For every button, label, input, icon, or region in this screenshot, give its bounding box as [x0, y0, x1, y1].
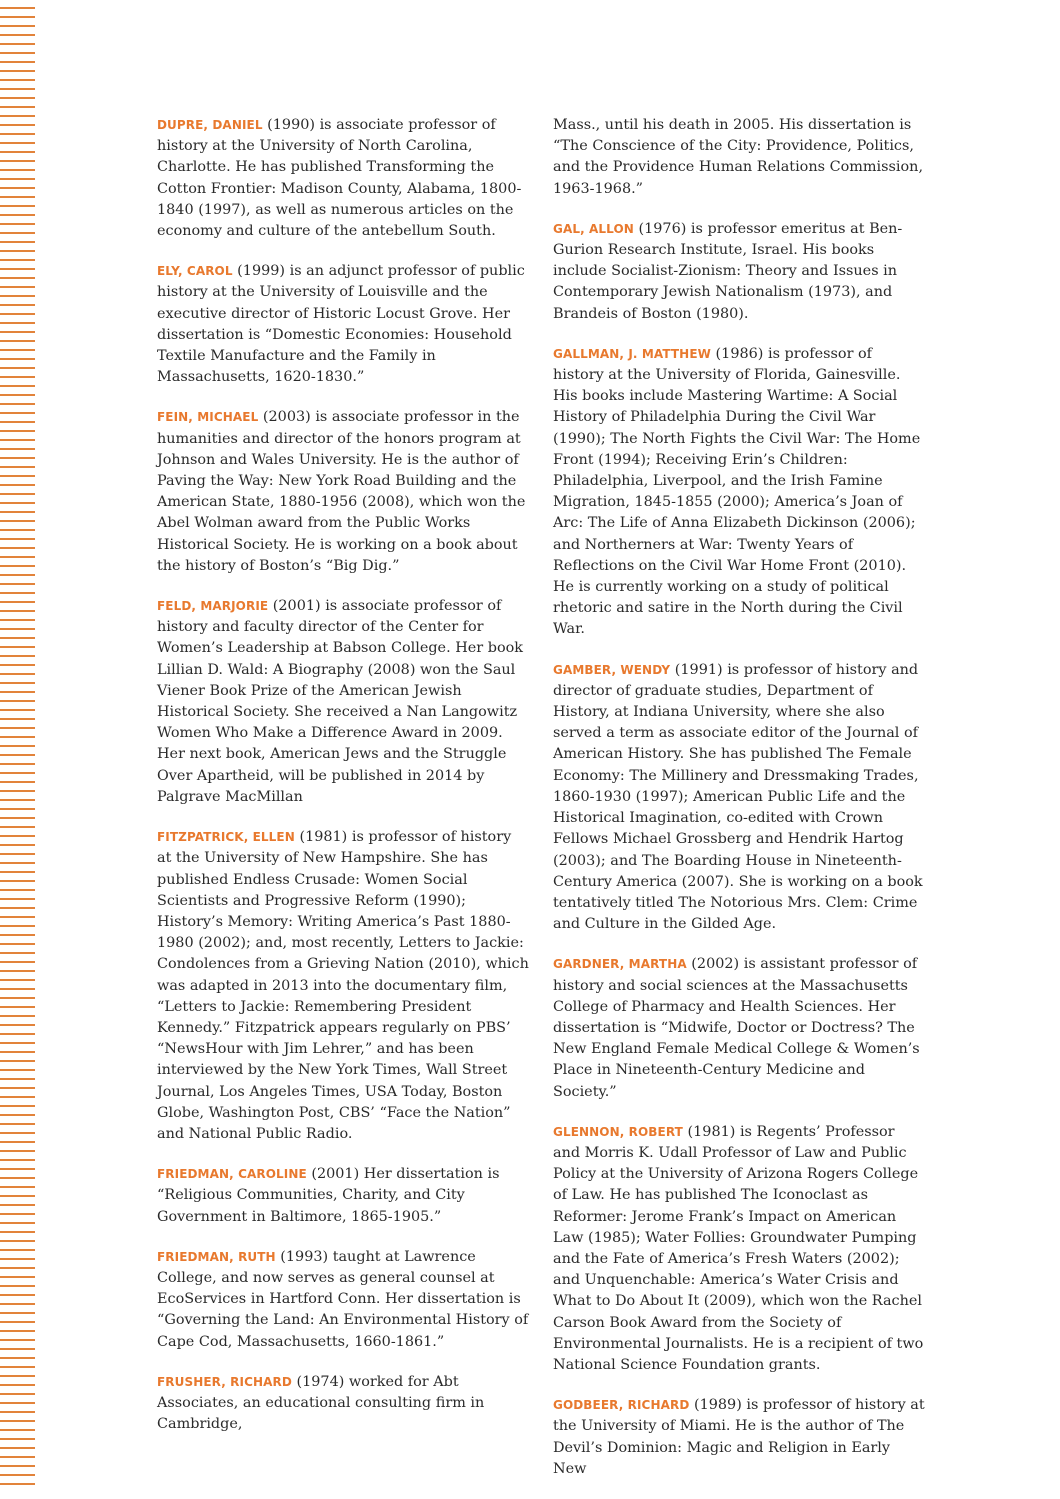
left-column	[157, 115, 529, 1454]
bio-entry-continuation	[553, 115, 925, 200]
entry-name: FEIN, MICHAEL	[157, 410, 259, 425]
entry-text: (2001) is associate professor of history and faculty director of the Center for Women’s Leadership at Babson College. Her book Lillian D. Wald: A Biography (2008) won the Saul Viener Book Prize of the American Jewish Historical Society. She received a Nan Langowitz Women Who Make a Difference Award in 2009. Her next book, American Jews and the Struggle Over Apartheid, will be published in 2014 by Palgrave MacMillan	[157, 598, 523, 805]
right-column	[553, 115, 925, 1499]
bio-entry	[553, 219, 925, 325]
entry-name: GAMBER, WENDY	[553, 662, 671, 677]
entry-name: GODBEER, RICHARD	[553, 1398, 690, 1413]
entry-text: (2003) is associate professor in the humanities and director of the honors program at Johnson and Wales University. He is the author of Paving the Way: New York Road Building and the American State, 1880-1956 (2008), which won the Abel Wolman award from the Public Works Historical Society. He is working on a book about the history of Boston’s “Big Dig.”	[157, 409, 526, 574]
bio-entry	[157, 407, 529, 577]
entry-name: FELD, MARJORIE	[157, 599, 269, 614]
decorative-stripe-margin	[0, 0, 35, 1491]
bio-entry	[157, 261, 529, 388]
entry-name: FRIEDMAN, CAROLINE	[157, 1167, 307, 1182]
entry-name: GLENNON, ROBERT	[553, 1124, 683, 1139]
entry-text: (1989) is professor of history at the University of Miami. He is the author of The Devil’s Dominion: Magic and Religion in Early New	[553, 1397, 925, 1477]
entry-text: Mass., until his death in 2005. His dissertation is “The Conscience of the City: Providence, Politics, and the Providence Human Relations Commission, 1963-1968.”	[553, 117, 924, 197]
bio-entry	[157, 115, 529, 242]
entry-name: FRIEDMAN, RUTH	[157, 1249, 276, 1264]
bio-entry	[553, 344, 925, 641]
bio-entry	[553, 660, 925, 936]
bio-entry	[157, 827, 529, 1145]
entry-text: (1990) is associate professor of history at the University of North Carolina, Charlotte. He has published Transforming the Cotton Frontier: Madison County, Alabama, 1800-1840 (1997), as well as numerous articles on the economy and culture of the antebellum South.	[157, 117, 522, 240]
bio-entry	[553, 1395, 925, 1480]
bio-entry	[157, 1247, 529, 1353]
entry-name: FRUSHER, RICHARD	[157, 1374, 292, 1389]
entry-text: (2002) is assistant professor of history and social sciences at the Massachusetts College of Pharmacy and Health Sciences. Her dissertation is “Midwife, Doctor or Doctress? The New England Female Medical College & Women’s Place in Nineteenth-Century Medicine and Society.”	[553, 956, 920, 1100]
bio-entry	[157, 596, 529, 808]
entry-text: (1981) is professor of history at the University of New Hampshire. She has published Endless Crusade: Women Social Scientists and Progressive Reform (1990); History’s Memory: Writing America’s Past 1880-1980 (2002); and, most recently, Letters to Jackie: Condolences from a Grieving Nation (2010), which was adapted in 2013 into the documentary film, “Letters to Jackie: Remembering President Kennedy.” Fitzpatrick appears regularly on PBS’ “NewsHour with Jim Lehrer,” and has been interviewed by the New York Times, Wall Street Journal, Los Angeles Times, USA Today, Boston Globe, Washington Post, CBS’ “Face the Nation” and National Public Radio.	[157, 829, 529, 1142]
entry-name: FITZPATRICK, ELLEN	[157, 830, 295, 845]
bio-entry	[157, 1164, 529, 1228]
entry-text: (2001) Her dissertation is “Religious Communities, Charity, and City Government in Baltimore, 1865-1905.”	[157, 1166, 500, 1225]
entry-text: (1991) is professor of history and director of graduate studies, Department of History, at Indiana University, where she also served a term as associate editor of the Journal of American History. She has published The Female Economy: The Millinery and Dressmaking Trades, 1860-1930 (1997); American Public Life and the Historical Imagination, co-edited with Crown Fellows Michael Grossberg and Hendrik Hartog (2003); and The Boarding House in Nineteenth-Century America (2007). She is working on a book tentatively titled The Notorious Mrs. Clem: Crime and Culture in the Gilded Age.	[553, 661, 923, 933]
entry-name: ELY, CAROL	[157, 264, 233, 279]
entry-name: DUPRE, DANIEL	[157, 118, 263, 132]
bio-entry	[553, 1122, 925, 1376]
entry-text: (1976) is professor emeritus at Ben-Gurion Research Institute, Israel. His books include Socialist-Zionism: Theory and Issues in Contemporary Jewish Nationalism (1973), and Brandeis of Boston (1980).	[553, 220, 903, 322]
entry-name: GALLMAN, J. MATTHEW	[553, 346, 711, 361]
entry-text: (1974) worked for Abt Associates, an educational consulting firm in Cambridge,	[157, 1373, 485, 1433]
entry-text: (1993) taught at Lawrence College, and now serves as general counsel at EcoServices in Hartford Conn. Her dissertation is “Governing the Land: An Environmental History of Cape Cod, Massachusetts, 1660-1861.”	[157, 1248, 529, 1350]
entry-text: (1999) is an adjunct professor of public history at the University of Louisville and the executive director of Historic Locust Grove. Her dissertation is “Domestic Economies: Household Textile Manufacture and the Family in Massachusetts, 1620-1830.”	[157, 263, 525, 386]
bio-entry	[157, 1372, 529, 1436]
entry-text: (1981) is Regents’ Professor and Morris K. Udall Professor of Law and Public Policy at the University of Arizona Rogers College of Law. He has published The Iconoclast as Reformer: Jerome Frank’s Impact on American Law (1985); Water Follies: Groundwater Pumping and the Fate of America’s Fresh Waters (2002); and Unquenchable: America’s Water Crisis and What to Do About It (2009), which won the Rachel Carson Book Award from the Society of Environmental Journalists. He is a recipient of two National Science Foundation grants.	[553, 1123, 924, 1373]
entry-name: GAL, ALLON	[553, 221, 634, 236]
bio-entry	[553, 954, 925, 1102]
entry-name: GARDNER, MARTHA	[553, 957, 687, 972]
entry-text: (1986) is professor of history at the University of Florida, Gainesville. His books include Mastering Wartime: A Social History of Philadelphia During the Civil War (1990); The North Fights the Civil War: The Home Front (1994); Receiving Erin’s Children: Philadelphia, Liverpool, and the Irish Famine Migration, 1845-1855 (2000); America’s Joan of Arc: The Life of Anna Elizabeth Dickinson (2006); and Northerners at War: Twenty Years of Reflections on the Civil War Home Front (2010). He is currently working on a study of political rhetoric and satire in the North during the Civil War.	[553, 345, 921, 638]
